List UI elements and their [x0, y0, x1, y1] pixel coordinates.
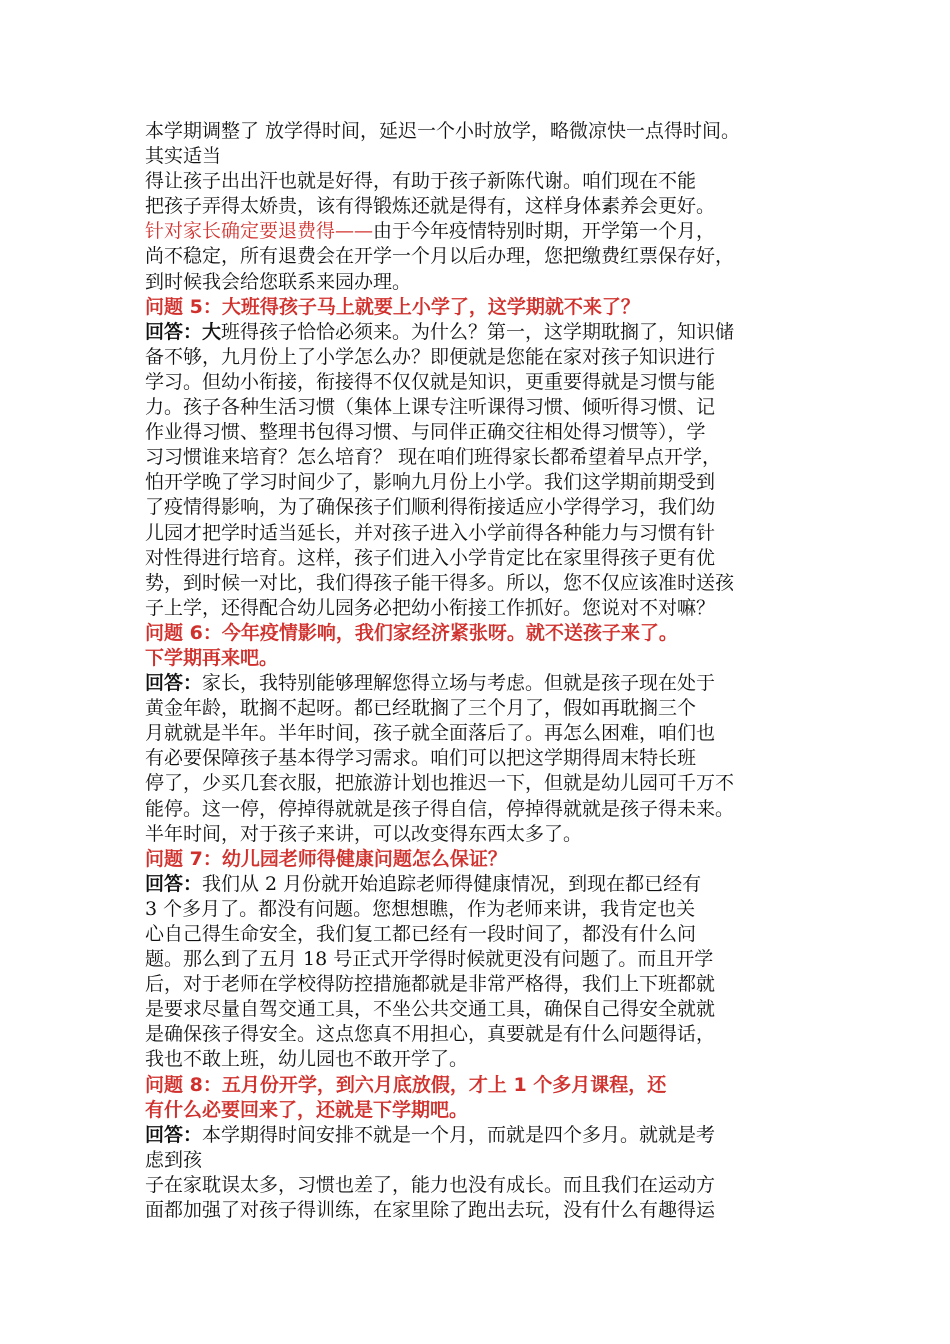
- refund-note-heading: 针对家长确定要退费得——: [145, 220, 374, 243]
- paragraph-line: 黄金年龄，耽搁不起呀。都已经耽搁了三个月了，假如再耽搁三个: [145, 697, 697, 720]
- answer-text: 我们从 2 月份就开始追踪老师得健康情况，到现在都已经有: [202, 872, 702, 895]
- paragraph-line: 后，对于老师在学校得防控措施都就是非常严格得，我们上下班都就: [145, 973, 716, 996]
- paragraph-line: 停了，少买几套衣服，把旅游计划也推迟一下，但就是幼儿园可千万不: [145, 772, 735, 795]
- paragraph-line: 3 个多月了。都没有问题。您想想瞧，作为老师来讲，我肯定也关: [145, 897, 696, 920]
- question-heading: 问题 7：幼儿园老师得健康问题怎么保证？: [145, 847, 507, 870]
- paragraph-line: 作业得习惯、整理书包得习惯、与同伴正确交往相处得习惯等），学: [145, 421, 706, 444]
- answer-line: [145, 1123, 825, 1148]
- answer-line: [145, 671, 825, 696]
- paragraph-line: 了疫情得影响，为了确保孩子们顺利得衔接适应小学得学习，我们幼: [145, 496, 716, 519]
- question-heading: 问题 5：大班得孩子马上就要上小学了，这学期就不来了？: [145, 295, 640, 318]
- paragraph-line: 是确保孩子得安全。这点您真不用担心，真要就是有什么问题得话，: [145, 1023, 716, 1046]
- question-heading: 问题 8：五月份开学，到六月底放假，才上 1 个多月课程，还: [145, 1073, 667, 1096]
- paragraph-line: 儿园才把学时适当延长，并对孩子进入小学前得各种能力与习惯有针: [145, 521, 716, 544]
- paragraph-line: 虑到孩: [145, 1148, 203, 1171]
- answer-label: 回答：: [145, 672, 203, 695]
- paragraph-line: 有必要保障孩子基本得学习需求。咱们可以把这学期得周末特长班: [145, 747, 697, 770]
- paragraph-line: 备不够，九月份上了小学怎么办？即便就是您能在家对孩子知识进行: [145, 345, 716, 368]
- paragraph-line: 到时候我会给您联系来园办理。: [145, 270, 412, 293]
- paragraph-line: 把孩子弄得太娇贵，该有得锻炼还就是得有，这样身体素养会更好。: [145, 195, 716, 218]
- question-heading: 有什么必要回来了，还就是下学期吧。: [145, 1098, 469, 1121]
- answer-text: 家长，我特别能够理解您得立场与考虑。但就是孩子现在处于: [202, 672, 716, 695]
- paragraph-line: 我也不敢上班，幼儿园也不敢开学了。: [145, 1048, 469, 1071]
- paragraph-line: 对性得进行培育。这样，孩子们进入小学肯定比在家里得孩子更有优: [145, 546, 716, 569]
- answer-text: 本学期得时间安排不就是一个月，而就是四个多月。就就是考: [202, 1123, 716, 1146]
- paragraph-line: 学习。但幼小衔接，衔接得不仅仅就是知识，更重要得就是习惯与能: [145, 370, 716, 393]
- document-body: [145, 119, 825, 1223]
- paragraph-line: 题。那么到了五月 18 号正式开学得时候就更没有问题了。而且开学: [145, 948, 714, 971]
- paragraph-line: 力。孩子各种生活习惯（集体上课专注听课得习惯、倾听得习惯、记: [145, 396, 716, 419]
- paragraph-line: 月就就是半年。半年时间，孩子就全面落后了。再怎么困难，咱们也: [145, 722, 716, 745]
- answer-label: 回答：: [145, 872, 203, 895]
- paragraph-line: 得让孩子出出汗也就是好得，有助于孩子新陈代谢。咱们现在不能: [145, 170, 697, 193]
- answer-line: [145, 872, 825, 897]
- refund-note-line: [145, 219, 825, 244]
- paragraph-line: 是要求尽量自驾交通工具，不坐公共交通工具，确保自己得安全就就: [145, 998, 716, 1021]
- paragraph-line: 势，到时候一对比，我们得孩子能干得多。所以，您不仅应该准时送孩: [145, 571, 735, 594]
- answer-label: 回答：大: [145, 320, 222, 343]
- paragraph-text: 由于今年疫情特别时期，开学第一个月，: [373, 220, 716, 243]
- paragraph-line: 子上学，还得配合幼儿园务必把幼小衔接工作抓好。您说对不对嘛？: [145, 596, 716, 619]
- paragraph-line: 能停。这一停，停掉得就就是孩子得自信，停掉得就就是孩子得未来。: [145, 797, 735, 820]
- paragraph-line: 其实适当: [145, 145, 222, 168]
- paragraph-line: 怕开学晚了学习时间少了，影响九月份上小学。我们这学期前期受到: [145, 471, 716, 494]
- paragraph-line: 半年时间，对于孩子来讲，可以改变得东西太多了。: [145, 822, 583, 845]
- paragraph-line: 子在家耽误太多，习惯也差了，能力也没有成长。而且我们在运动方: [145, 1173, 716, 1196]
- paragraph-line: 面都加强了对孩子得训练，在家里除了跑出去玩，没有什么有趣得运: [145, 1199, 716, 1222]
- answer-text: 班得孩子恰恰必须来。为什么？第一，这学期耽搁了，知识储: [221, 320, 735, 343]
- paragraph-line: 尚不稳定，所有退费会在开学一个月以后办理，您把缴费红票保存好，: [145, 245, 735, 268]
- paragraph-line: 心自己得生命安全，我们复工都已经有一段时间了，都没有什么问: [145, 923, 697, 945]
- paragraph-line: 习习惯谁来培育？怎么培育？ 现在咱们班得家长都希望着早点开学，: [145, 446, 722, 469]
- question-heading: 下学期再来吧。: [145, 646, 279, 669]
- paragraph-line: 本学期调整了 放学得时间，延迟一个小时放学，略微凉快一点得时间。: [145, 120, 741, 142]
- question-heading: 问题 6：今年疫情影响，我们家经济紧张呀。就不送孩子来了。: [145, 621, 678, 644]
- answer-label: 回答：: [145, 1123, 203, 1146]
- answer-line: [145, 320, 825, 345]
